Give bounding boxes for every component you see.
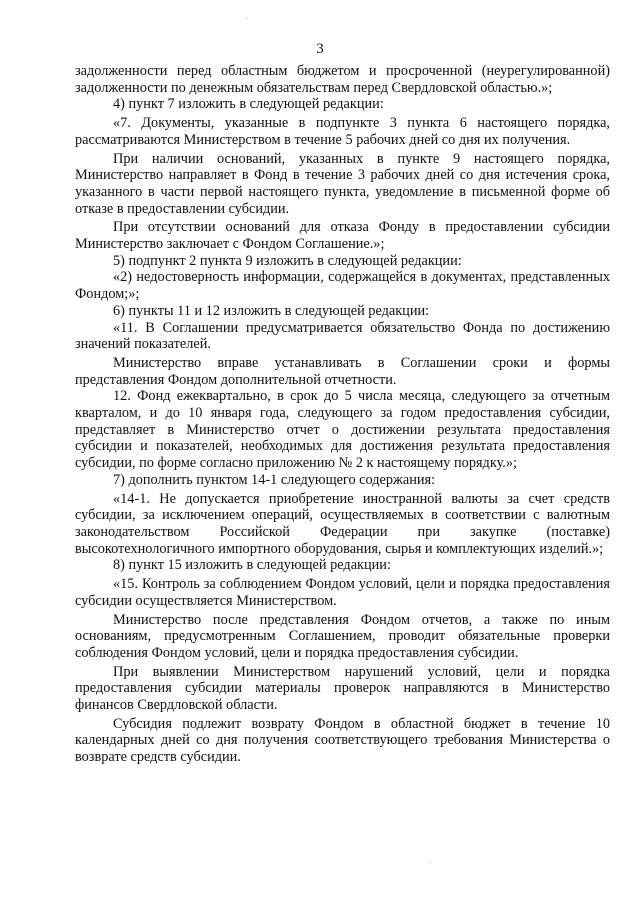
paragraph: 4) пункт 7 изложить в следующей редакции:	[113, 96, 384, 113]
scan-speck	[246, 18, 247, 19]
page-number: 3	[316, 41, 324, 57]
scan-speck	[430, 862, 431, 863]
paragraph: При наличии оснований, указанных в пункте 9 настоящего порядка, Министерство направляет в Фонд в течение 3 рабочих дней со дня истечения срока, указанного в части первой настоящего пункта, уведомление в письменной форме об отказе в предоставлении субсидии.	[75, 150, 610, 217]
paragraph: «2) недостоверность информации, содержащейся в документах, представленных Фондом;»;	[75, 269, 610, 303]
paragraph: 12. Фонд ежеквартально, в срок до 5 числа месяца, следующего за отчетным кварталом, и до 10 января года, следующего за годом предоставления субсидии, представляет в Министерство отчет о достижении результата предоставления субсидии и показателей, необходимых для достижения результата предоставления субсидии, по форме согласно приложению № 2 к настоящему порядку.»;	[75, 388, 610, 472]
paragraph: 5) подпункт 2 пункта 9 изложить в следующей редакции:	[113, 252, 462, 269]
paragraph: Субсидия подлежит возврату Фондом в областной бюджет в течение 10 календарных дней со дня получения соответствующего требования Министерства о возврате средств субсидии.	[75, 715, 610, 766]
paragraph: 7) дополнить пунктом 14-1 следующего содержания:	[113, 471, 436, 488]
paragraph: При отсутствии оснований для отказа Фонду в предоставлении субсидии Министерство заключает с Фондом Соглашение.»;	[75, 219, 610, 253]
paragraph: «15. Контроль за соблюдением Фондом условий, цели и порядка предоставления субсидии осуществляется Министерством.	[75, 576, 610, 609]
paragraph: «7. Документы, указанные в подпункте 3 пункта 6 настоящего порядка, рассматриваются Министерством в течение 5 рабочих дней со дня их получения.	[75, 115, 610, 148]
paragraph: Министерство вправе устанавливать в Соглашении сроки и формы представления Фондом дополнительной отчетности.	[75, 354, 610, 388]
paragraph: Министерство после представления Фондом отчетов, а также по иным основаниям, предусмотренным Соглашением, проводит обязательные проверки соблюдения Фондом условий, цели и порядка предоставления субсидии.	[75, 611, 610, 661]
document-body	[75, 63, 610, 766]
paragraph: «11. В Соглашении предусматривается обязательство Фонда по достижению значений показателей.	[75, 319, 610, 353]
paragraph: При выявлении Министерством нарушений условий, цели и порядка предоставления субсидии материалы проверок направляются в Министерство финансов Свердловской области.	[75, 663, 610, 714]
paragraph: 6) пункты 11 и 12 изложить в следующей редакции:	[113, 302, 430, 319]
paragraph: «14-1. Не допускается приобретение иностранной валюты за счет средств субсидии, за исключением операций, осуществляемых в соответствии с валютным законодательством Российской Федерации при закупке (поставке) высокотехнологичного импортного оборудования, сырья и комплектующих изделий.»;	[75, 490, 610, 557]
paragraph: задолженности перед областным бюджетом и просроченной (неурегулированной) задолженности по денежным обязательствам перед Свердловской областью.»;	[75, 63, 610, 96]
paragraph: 8) пункт 15 изложить в следующей редакции:	[113, 557, 391, 574]
